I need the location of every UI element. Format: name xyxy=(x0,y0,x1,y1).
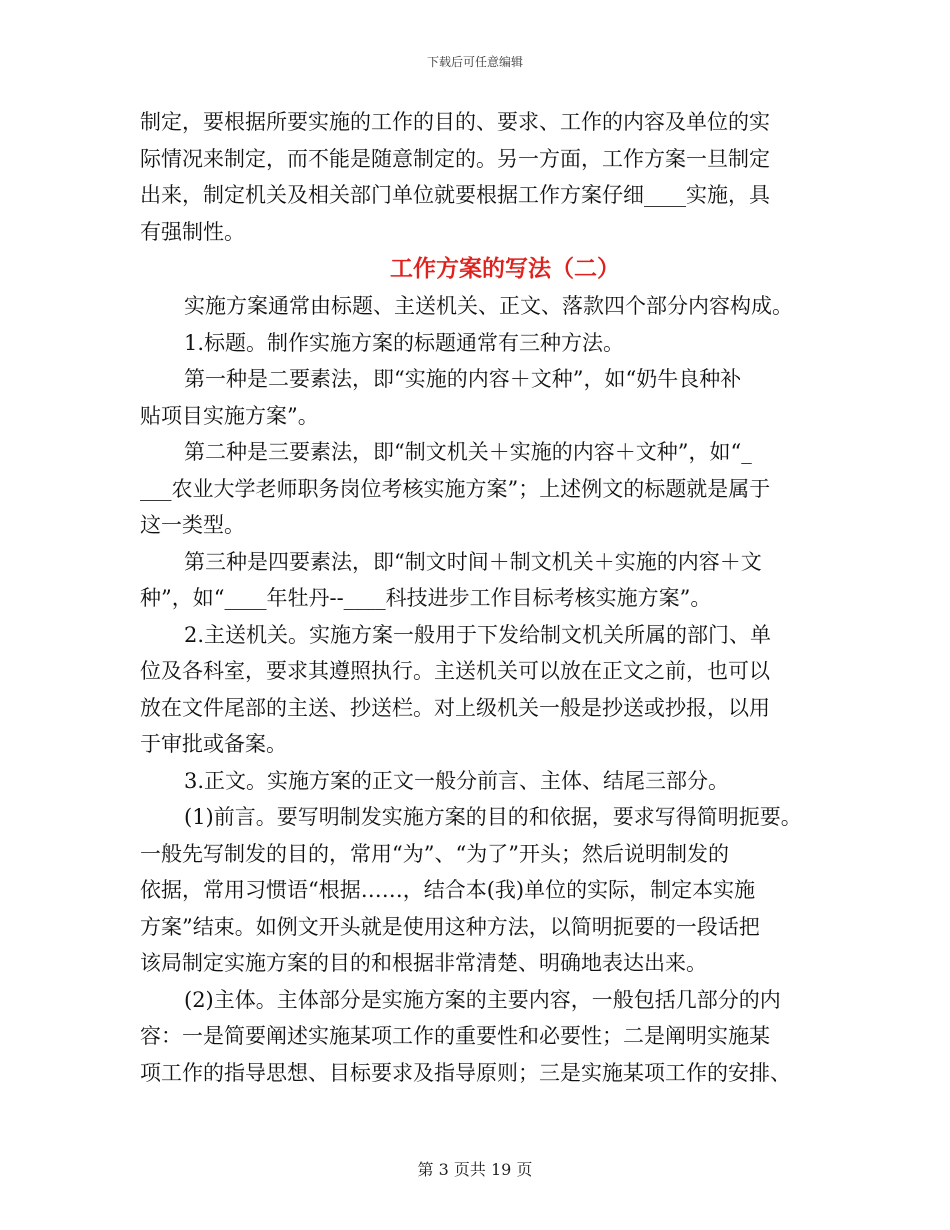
text-line: 第一种是二要素法，即“实施的内容＋文种”，如“奶牛良种补 xyxy=(184,367,742,391)
text-line: 第三种是四要素法，即“制文时间＋制文机关＋实施的内容＋文 xyxy=(184,549,762,574)
text-line: 依据，常用习惯语“根据……，结合本(我)单位的实际，制定本实施 xyxy=(140,878,756,902)
text-line: 出来，制定机关及相关部门单位就要根据工作方案仔细____实施，具 xyxy=(140,183,770,207)
text-line: 第二种是三要素法，即“制文机关＋实施的内容＋文种”，如“_ xyxy=(184,440,752,464)
text-line: 于审批或备案。 xyxy=(140,732,287,756)
document-body xyxy=(140,104,830,1091)
text-line: 该局制定实施方案的目的和根据非常清楚、明确地表达出来。 xyxy=(140,951,707,975)
text-line: 有强制性。 xyxy=(140,219,245,244)
text-line: 际情况来制定，而不能是随意制定的。另一方面，工作方案一旦制定 xyxy=(140,146,770,171)
text-line: 1.标题。制作实施方案的标题通常有三种方法。 xyxy=(184,330,625,355)
page-footer: 第 3 页共 19 页 xyxy=(417,1160,533,1179)
page-header: 下载后可任意编辑 xyxy=(426,55,523,69)
text-line: ___农业大学老师职务岗位考核实施方案”；上述例文的标题就是属于 xyxy=(140,476,771,501)
text-line: 一般先写制发的目的，常用“为”、“为了”开头；然后说明制发的 xyxy=(140,841,729,866)
text-line: 位及各科室，要求其遵照执行。主送机关可以放在正文之前，也可以 xyxy=(140,659,770,683)
text-line: 这一类型。 xyxy=(140,513,245,537)
text-line: 实施方案通常由标题、主送机关、正文、落款四个部分内容构成。 xyxy=(184,294,793,318)
text-line: (2)主体。主体部分是实施方案的主要内容，一般包括几部分的内 xyxy=(184,987,781,1012)
text-line: 3.正文。实施方案的正文一般分前言、主体、结尾三部分。 xyxy=(184,768,730,793)
text-line: 容：一是简要阐述实施某项工作的重要性和必要性；二是阐明实施某 xyxy=(140,1024,770,1048)
text-line: 制定，要根据所要实施的工作的目的、要求、工作的内容及单位的实 xyxy=(140,110,770,134)
text-line: 项工作的指导思想、目标要求及指导原则；三是实施某项工作的安排、 xyxy=(140,1060,791,1085)
text-line: 种”，如“____年牡丹--____科技进步工作目标考核实施方案”。 xyxy=(140,586,712,610)
text-line: 放在文件尾部的主送、抄送栏。对上级机关一般是抄送或抄报，以用 xyxy=(140,695,770,720)
text-line: 贴项目实施方案”。 xyxy=(140,403,319,428)
text-line: 方案”结束。如例文开头就是使用这种方法，以简明扼要的一段话把 xyxy=(140,914,760,939)
text-line: 2.主送机关。实施方案一般用于下发给制文机关所属的部门、单 xyxy=(184,622,772,647)
text-line: (1)前言。要写明制发实施方案的目的和依据，要求写得简明扼要。 xyxy=(184,805,802,829)
section-title: 工作方案的写法（二） xyxy=(390,255,620,282)
